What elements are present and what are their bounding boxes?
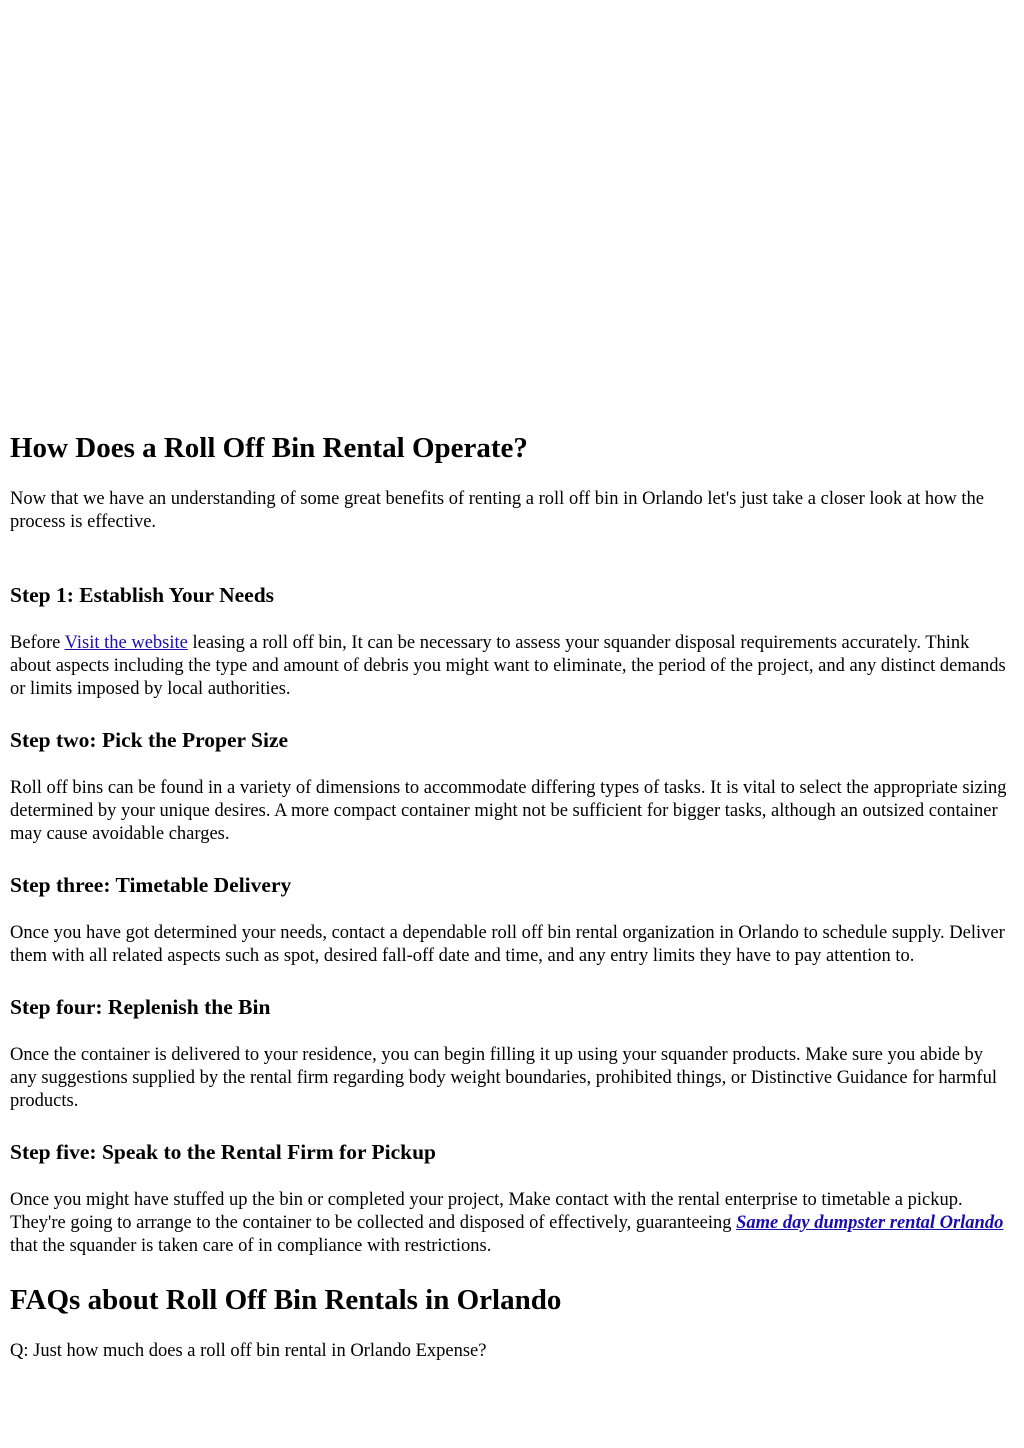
step-5-paragraph [10, 1189, 1014, 1258]
intro-paragraph: Now that we have an understanding of some great benefits of renting a roll off bin in Orlando let's just take a closer look at how the process is effective. [10, 489, 984, 532]
faq-question-1: Q: Just how much does a roll off bin rental in Orlando Expense? [10, 1341, 487, 1361]
step-1-text-after-link: leasing a roll off bin, It can be necessary to assess your squander disposal requirements accurately. Think about aspects including the type and amount of debris you might want to eliminate, the period of the project, and any distinct demands or limits imposed by local authorities. [10, 633, 1006, 699]
section-title-operate: How Does a Roll Off Bin Rental Operate? [10, 432, 528, 464]
step-5-heading: Step five: Speak to the Rental Firm for Pickup [10, 1140, 436, 1164]
step-2-heading: Step two: Pick the Proper Size [10, 728, 289, 752]
step-3-paragraph: Once you have got determined your needs, contact a dependable roll off bin rental organization in Orlando to schedule supply. Deliver them with all related aspects such as spot, desired fall-off date and time, and any entry limits they have to pay attention to. [10, 923, 1005, 966]
step-4-heading: Step four: Replenish the Bin [10, 995, 271, 1019]
blank-header-space [10, 0, 1014, 430]
step-1-text-before-link: Before [10, 633, 65, 653]
section-title-faq: FAQs about Roll Off Bin Rentals in Orlando [10, 1284, 562, 1316]
document-page [10, 0, 1014, 1363]
same-day-dumpster-link[interactable]: Same day dumpster rental Orlando [736, 1213, 1004, 1233]
step-1-paragraph [10, 632, 1014, 701]
step-5-text-after-link: that the squander is taken care of in compliance with restrictions. [10, 1236, 492, 1256]
step-1-heading: Step 1: Establish Your Needs [10, 583, 275, 607]
visit-website-link[interactable]: Visit the website [64, 633, 188, 653]
step-5-text-before-link: Once you might have stuffed up the bin or completed your project, Make contact with the rental enterprise to timetable a pickup. They're going to arrange to the container to be collected and disposed of effectively, guaranteeing [10, 1190, 963, 1233]
step-3-heading: Step three: Timetable Delivery [10, 873, 292, 897]
step-2-paragraph: Roll off bins can be found in a variety of dimensions to accommodate differing types of tasks. It is vital to select the appropriate sizing determined by your unique desires. A more compact container might not be sufficient for bigger tasks, although an outsized container may cause avoidable charges. [10, 778, 1007, 844]
step-4-paragraph: Once the container is delivered to your residence, you can begin filling it up using your squander products. Make sure you abide by any suggestions supplied by the rental firm regarding body weight boundaries, prohibited things, or Distinctive Guidance for harmful products. [10, 1045, 997, 1111]
